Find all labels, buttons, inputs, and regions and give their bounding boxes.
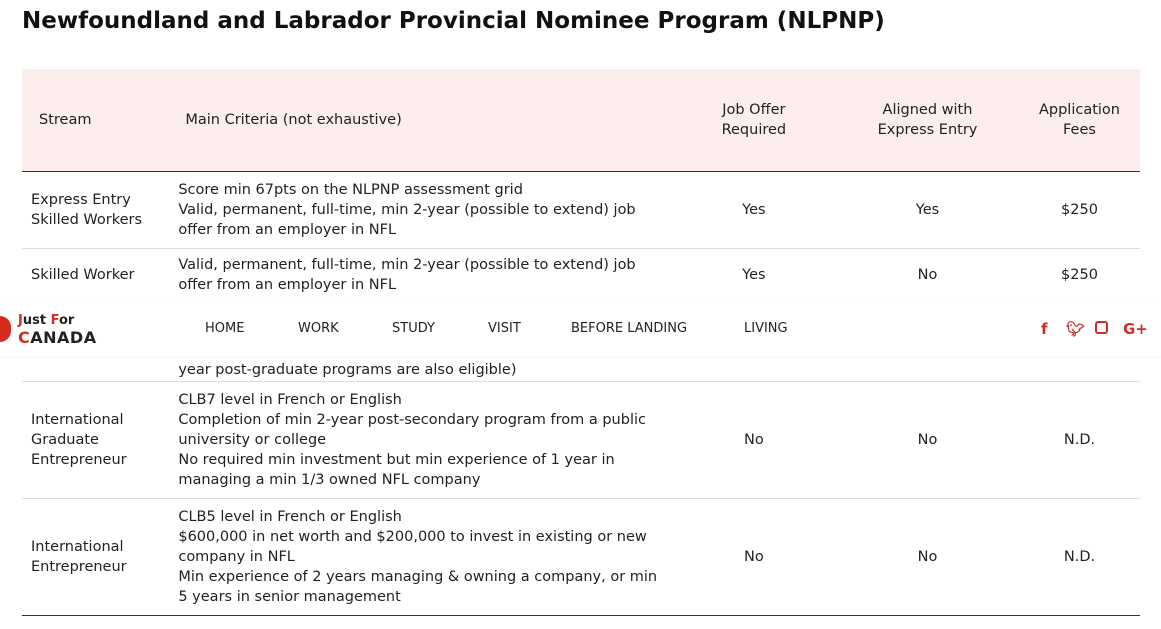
criteria-line: Score min 67pts on the NLPNP assessment grid	[178, 182, 523, 198]
nav-visit[interactable]: VISIT	[488, 321, 521, 336]
criteria-line: Valid, permanent, full-time, min 2-year (possible to extend) job offer from an employer in NFL	[178, 202, 636, 238]
stream-cell: International Graduate Entrepreneur	[22, 382, 177, 499]
twitter-icon[interactable]: 🐦︎	[1066, 320, 1086, 338]
sticky-navbar	[0, 300, 1161, 356]
nav-home[interactable]: HOME	[205, 321, 245, 336]
header-stream: Stream	[22, 69, 177, 172]
stream-cell: Express Entry Skilled Workers	[22, 172, 177, 249]
aligned-cell: Yes	[836, 172, 1019, 249]
criteria-line: Min experience of 2 years managing & owning a company, or min 5 years in senior management	[178, 569, 658, 605]
page-title: Newfoundland and Labrador Provincial Nominee Program (NLPNP)	[22, 8, 885, 34]
fees-cell: $250	[1019, 172, 1140, 249]
stream-cell: International Entrepreneur	[22, 499, 177, 616]
instagram-icon[interactable]	[1095, 321, 1108, 334]
table-row	[22, 249, 1140, 302]
aligned-cell: No	[836, 249, 1019, 302]
table-row	[22, 382, 1140, 499]
job-offer-cell: No	[672, 499, 836, 616]
aligned-cell: No	[836, 382, 1019, 499]
criteria-cell	[177, 382, 671, 499]
table-row	[22, 499, 1140, 616]
header-job-offer: Job Offer Required	[672, 69, 836, 172]
criteria-line: $600,000 in net worth and $200,000 to invest in existing or new company in NFL	[178, 529, 647, 565]
google-plus-icon[interactable]: G+	[1123, 320, 1148, 338]
nav-work[interactable]: WORK	[298, 321, 339, 336]
maple-leaf-logo-icon	[0, 316, 11, 342]
criteria-line: Completion of min 2-year post-secondary program from a public university or college	[178, 412, 646, 448]
criteria-line: No required min investment but min experience of 1 year in managing a min 1/3 owned NFL company	[178, 452, 615, 488]
criteria-line: Valid, permanent, full-time, min 2-year (possible to extend) job offer from an employer in NFL	[178, 257, 636, 293]
criteria-line: CLB5 level in French or English	[178, 509, 402, 525]
criteria-cell	[177, 499, 671, 616]
criteria-line: year post-graduate programs are also eligible)	[178, 362, 517, 378]
table-row	[22, 172, 1140, 249]
stream-cell: Skilled Worker	[22, 249, 177, 302]
nav-study[interactable]: STUDY	[392, 321, 435, 336]
header-aligned: Aligned with Express Entry	[836, 69, 1019, 172]
fees-cell: $250	[1019, 249, 1140, 302]
nav-before-landing[interactable]: BEFORE LANDING	[571, 321, 688, 336]
criteria-cell	[177, 249, 671, 302]
criteria-cell	[177, 172, 671, 249]
job-offer-cell: Yes	[672, 172, 836, 249]
criteria-line: CLB7 level in French or English	[178, 392, 402, 408]
aligned-cell: No	[836, 499, 1019, 616]
job-offer-cell: No	[672, 382, 836, 499]
fees-cell: N.D.	[1019, 382, 1140, 499]
logo[interactable]: Just For CANADA	[0, 312, 97, 346]
fees-cell: N.D.	[1019, 499, 1140, 616]
facebook-icon[interactable]: f	[1041, 320, 1048, 338]
nav-living[interactable]: LIVING	[744, 321, 788, 336]
header-criteria: Main Criteria (not exhaustive)	[177, 69, 671, 172]
table-header	[22, 69, 1140, 172]
job-offer-cell: Yes	[672, 249, 836, 302]
header-fees: Application Fees	[1019, 69, 1140, 172]
